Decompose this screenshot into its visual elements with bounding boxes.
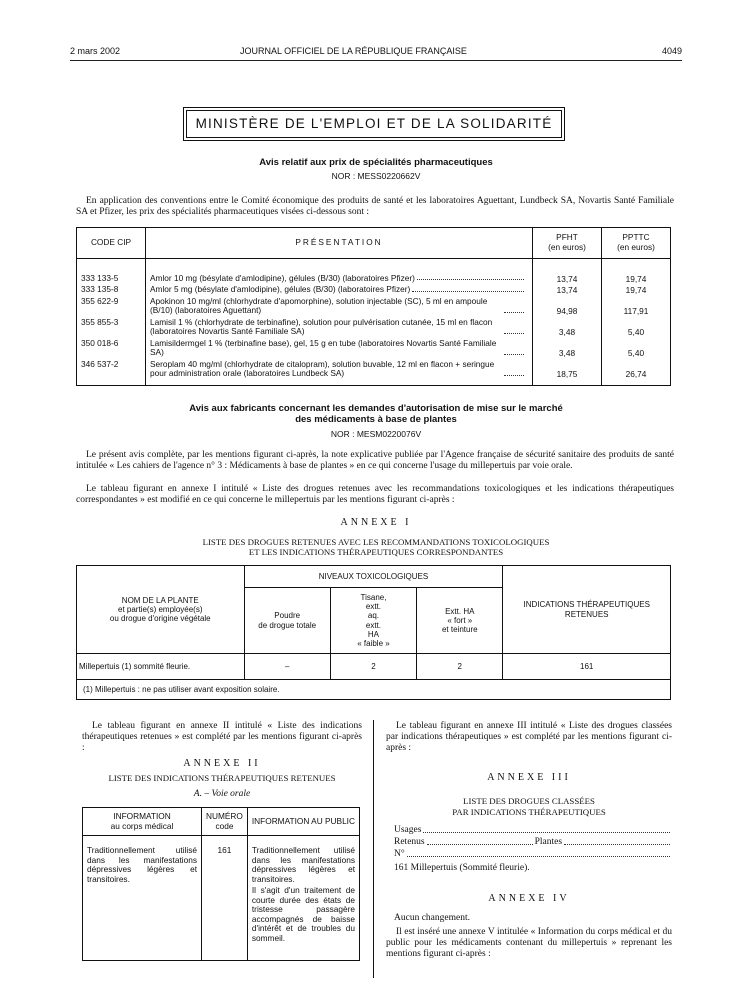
annexe4-title: ANNEXE IV: [488, 893, 570, 904]
row-ppttc: 19,74: [602, 273, 671, 285]
annexe3-entry: 161 Millepertuis (Sommité fleurie).: [394, 863, 530, 873]
public-info-part-1: Traditionnellement utilisé dans les manifestations dépressives légères et transitoires.: [251, 845, 355, 884]
col-info-public: INFORMATION AU PUBLIC: [247, 808, 359, 836]
leader-dots: [417, 279, 524, 280]
col-numero-code: NUMÉRO code: [202, 808, 248, 836]
price-row: [77, 359, 671, 380]
ppttc-unit: (en euros): [617, 242, 655, 252]
left-paragraph: Le tableau figurant en annexe II intitulé « Liste des indications thérapeutiques retenues » est complété par les mentions figurant ci-après :: [82, 721, 362, 753]
plantes-dots: [564, 844, 670, 845]
row-code-cip: 355 855-3: [77, 317, 146, 338]
leader-dots: [504, 354, 524, 355]
numero-label: N°: [394, 849, 405, 859]
row-presentation: [146, 284, 533, 296]
row-plant: Millepertuis (1) sommité fleurie.: [77, 654, 245, 680]
annexe2-subtitle: LISTE DES INDICATIONS THÉRAPEUTIQUES RETENUES: [108, 773, 336, 783]
voie-orale-text: A. – Voie orale: [193, 789, 251, 799]
row-indications: 161: [503, 654, 671, 680]
toxicology-table: [76, 565, 671, 700]
presentation-text: Amlor 5 mg (bésylate d'amlodipine), gélules (B/30) (laboratoires Pfizer): [150, 284, 411, 295]
avis1-title: Avis relatif aux prix de spécialités pharmaceutiques: [259, 157, 493, 168]
col-ppttc: [602, 228, 671, 259]
row-extt: 2: [417, 654, 503, 680]
row-tisane: 2: [330, 654, 416, 680]
annexe3-subtitle-1: LISTE DES DROGUES CLASSÉES: [463, 796, 595, 806]
ministry-title: MINISTÈRE DE L'EMPLOI ET DE LA SOLIDARITÉ: [186, 110, 562, 138]
usages-label: Usages: [394, 825, 422, 835]
row-ppttc: 5,40: [602, 317, 671, 338]
col-poudre: Poudre de drogue totale: [244, 588, 330, 654]
retenus-dots: [427, 844, 533, 845]
row-code-cip: 346 537-2: [77, 359, 146, 380]
header-date: 2 mars 2002: [70, 46, 121, 56]
row-code-cip: 350 018-6: [77, 338, 146, 359]
avis2-paragraph-1: Le présent avis complète, par les mentions figurant ci-après, la note explicative publiée par l'Agence française de sécurité sanitaire des produits de santé intitulée « Les cahiers de l'agence n° 3 : Médicaments à base de plantes » en ce qui concerne l'usage du millepertuis par voie orale.: [76, 450, 674, 471]
avis2-paragraph-2: Le tableau figurant en annexe I intitulé « Liste des drogues retenues avec les recommandations toxicologiques et les indications thérapeutiques correspondantes » est modifié en ce qui concerne le millepertuis par les mentions figurant ci-après :: [76, 484, 674, 505]
row-code-cip: 355 622-9: [77, 296, 146, 317]
cell-info-public: [247, 836, 359, 961]
header-journal: JOURNAL OFFICIEL DE LA RÉPUBLIQUE FRANÇAISE: [240, 46, 467, 56]
row-pfht: 3,48: [533, 338, 602, 359]
row-presentation: [146, 338, 533, 359]
usages-dots: [423, 832, 670, 833]
col-pfht: [533, 228, 602, 259]
avis2-nor: NOR : MESM0220076V: [330, 429, 422, 439]
row-ppttc: 26,74: [602, 359, 671, 380]
presentation-text: Apokinon 10 mg/ml (chlorhydrate d'apomorphine), solution injectable (SC), 5 ml en ampoule (B/10) (laboratoires Aguettant): [150, 295, 488, 316]
col-plant-name: NOM DE LA PLANTE et partie(s) employée(s) ou drogue d'origine végétale: [77, 566, 245, 654]
annexe3-subtitle-2: PAR INDICATIONS THÉRAPEUTIQUES: [452, 807, 606, 817]
col-extt: Extt. HA « fort » et teinture: [417, 588, 503, 654]
cell-info-medical: Traditionnellement utilisé dans les manifestations dépressives légères et transitoires.: [83, 836, 202, 961]
plantes-label: Plantes: [534, 837, 563, 847]
annexe4-text: Aucun changement.: [394, 913, 470, 923]
indications-table: [82, 807, 360, 961]
annexe1-subtitle-1: LISTE DES DROGUES RETENUES AVEC LES RECOMMANDATIONS TOXICOLOGIQUES: [202, 537, 550, 547]
col-indications: INDICATIONS THÉRAPEUTIQUES RETENUES: [503, 566, 671, 654]
pfht-unit: (en euros): [548, 242, 586, 252]
retenus-label: Retenus: [394, 837, 425, 847]
col-info-medical: INFORMATION au corps médical: [83, 808, 202, 836]
row-pfht: 13,74: [533, 284, 602, 296]
row-presentation: [146, 273, 533, 285]
price-row: [77, 284, 671, 296]
row-presentation: [146, 359, 533, 380]
retenus-line: [394, 837, 672, 848]
price-row: [77, 317, 671, 338]
column-divider: [373, 720, 374, 978]
numero-dots: [407, 856, 670, 857]
price-row: [77, 273, 671, 285]
price-row: [77, 296, 671, 317]
row-pfht: 13,74: [533, 273, 602, 285]
table-footnote: (1) Millepertuis : ne pas utiliser avant exposition solaire.: [77, 680, 671, 700]
row-presentation: [146, 317, 533, 338]
col-code-cip: CODE CIP: [77, 228, 146, 259]
right-last-paragraph: Il est inséré une annexe V intitulée « Information du corps médical et du public pour les médicaments contenant du millepertuis » reprenant les mentions figurant ci-après :: [386, 927, 672, 959]
avis1-intro: En application des conventions entre le Comité économique des produits de santé et les laboratoires Aguettant, Lundbeck SA, Novartis Santé Familiale SA et Pfizer, les prix des spécialités pharmaceutiques visées ci-dessous sont :: [76, 196, 674, 217]
row-presentation: [146, 296, 533, 317]
cell-numero-code: 161: [202, 836, 248, 961]
avis2-title-line1: Avis aux fabricants concernant les demandes d'autorisation de mise sur le marché: [189, 403, 563, 414]
avis2-title-line2: des médicaments à base de plantes: [295, 414, 457, 425]
voie-orale-heading: [82, 789, 362, 800]
price-table: [76, 227, 671, 386]
row-pfht: 18,75: [533, 359, 602, 380]
row-ppttc: 5,40: [602, 338, 671, 359]
price-row: [77, 338, 671, 359]
ppttc-label: PPTTC: [622, 232, 650, 243]
presentation-text: Lamisil 1 % (chlorhydrate de terbinafine), solution pour pulvérisation cutanée, 15 ml en flacon (laboratoires Novartis Santé Familiale SA): [150, 316, 493, 337]
leader-dots: [504, 375, 524, 376]
leader-dots: [412, 291, 524, 292]
annexe3-title: ANNEXE III: [487, 772, 571, 783]
row-code-cip: 333 135-8: [77, 284, 146, 296]
col-niveaux: NIVEAUX TOXICOLOGIQUES: [244, 566, 503, 588]
right-paragraph: Le tableau figurant en annexe III intitulé « Liste des drogues classées par indications thérapeutiques » est complété par les mentions figurant ci-après :: [386, 721, 672, 753]
row-pfht: 3,48: [533, 317, 602, 338]
col-tisane: Tisane, extt. aq. extt. HA « faible »: [330, 588, 416, 654]
pfht-label: PFHT: [556, 232, 578, 243]
header-page-number: 4049: [661, 46, 682, 56]
row-ppttc: 19,74: [602, 284, 671, 296]
presentation-text: Amlor 10 mg (bésylate d'amlodipine), gélules (B/30) (laboratoires Pfizer): [150, 272, 415, 283]
header-rule: [70, 60, 682, 61]
annexe1-subtitle-2: ET LES INDICATIONS THÉRAPEUTIQUES CORRESPONDANTES: [248, 547, 504, 557]
usages-line: [394, 825, 672, 836]
avis1-nor: NOR : MESS0220662V: [331, 171, 421, 181]
presentation-text: Lamisildermgel 1 % (terbinafine base), gel, 15 g en tube (laboratoires Novartis Santé Familiale SA): [150, 337, 497, 358]
public-info-part-2: Il s'agit d'un traitement de courte durée des états de tristesse passagère accompagnés de baisse d'intérêt et de troubles du sommeil.: [251, 885, 355, 943]
leader-dots: [504, 312, 524, 313]
row-ppttc: 117,91: [602, 296, 671, 317]
numero-line: [394, 849, 672, 860]
row-pfht: 94,98: [533, 296, 602, 317]
col-presentation: PRÉSENTATION: [146, 228, 533, 259]
presentation-text: Seroplam 40 mg/ml (chlorhydrate de citalopram), solution buvable, 12 ml en flacon + seringue pour administration orale (laboratoires Lundbeck SA): [150, 358, 495, 379]
leader-dots: [504, 333, 524, 334]
annexe2-title: ANNEXE II: [183, 758, 261, 769]
annexe1-title: ANNEXE I: [340, 517, 412, 528]
row-code-cip: 333 133-5: [77, 273, 146, 285]
row-poudre: –: [244, 654, 330, 680]
